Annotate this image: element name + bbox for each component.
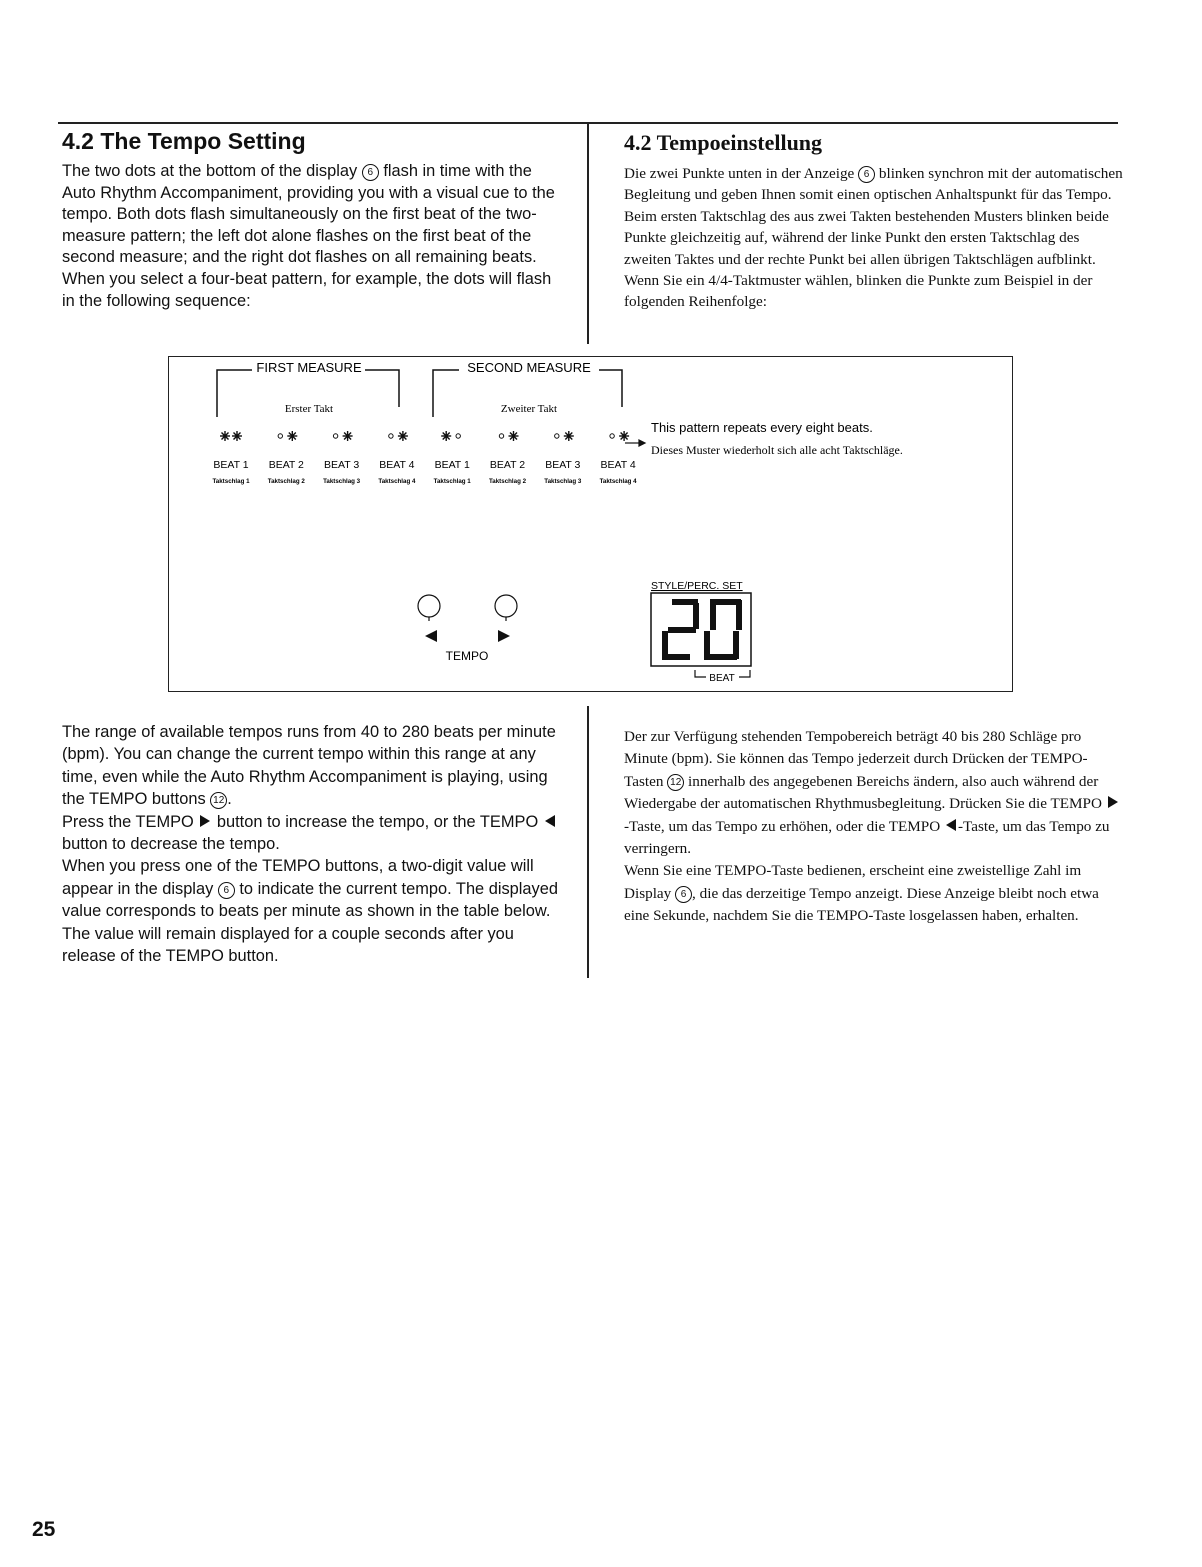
right-dot-flash-icon — [619, 431, 629, 441]
left-dot-off-icon — [333, 434, 337, 438]
display-label: STYLE/PERC. SET — [651, 580, 743, 592]
play-left-icon — [946, 819, 956, 831]
repeat-note-de: Dieses Muster wiederholt sich alle acht Taktschläge. — [651, 443, 903, 457]
tempo-label: TEMPO — [445, 649, 489, 663]
beat-sequence — [212, 431, 637, 485]
english-range-paragraph-2: Press the TEMPO button to increase the tempo, or the TEMPO button to decrease the tempo. — [62, 811, 562, 856]
german-section-title: 4.2 Tempoeinstellung — [624, 130, 823, 155]
column-divider-top — [587, 124, 589, 344]
display-reference-marker: 6 — [218, 882, 235, 899]
left-dot-flash-icon — [441, 431, 451, 441]
page-number: 25 — [32, 1518, 56, 1541]
left-tempo-led-icon — [418, 595, 440, 617]
beat-label-de: Taktschlag 1 — [212, 478, 250, 485]
german-range-paragraph-1: Der zur Verfügung stehenden Tempobereich beträgt 40 bis 280 Schläge pro Minute (bpm). Sie können das Tempo jederzeit durch Drücken der TEMPO-Tasten 12 innerhalb des angegebenen Bereichs ändern, also auch während der Wiedergabe der automatischen Rhythmusbegleitung. Drücken Sie die TEMPO -Taste, um das Tempo zu erhöhen, oder die TEMPO -Taste, um das Tempo zu verringern. — [624, 726, 1124, 860]
display-reference-marker: 6 — [362, 164, 379, 181]
first-measure-label: FIRST MEASURE — [256, 360, 362, 375]
beat-label: BEAT 4 — [379, 459, 415, 471]
german-intro-paragraph-1: Die zwei Punkte unten in der Anzeige 6 blinken synchron mit der automatischen Begleitung und geben Ihnen somit einen optischen Anhaltspunkt für das Tempo. Beim ersten Taktschlag des aus zwei Takten bestehenden Musters blinken beide Punkte gleichzeitig auf, während der linke Punkt den ersten Taktschlag des zweiten Taktes und der rechte Punkt bei allen übrigen Taktschlägen aufblinkt. — [624, 165, 1123, 268]
right-tempo-led-icon — [495, 595, 517, 617]
german-intro — [624, 163, 1124, 313]
beat-label: BEAT 1 — [213, 459, 249, 471]
english-intro-paragraph-2: When you select a four-beat pattern, for example, the dots will flash in the following sequence: — [62, 269, 552, 310]
left-dot-flash-icon — [220, 431, 230, 441]
beat-label: BEAT 1 — [434, 459, 470, 471]
display-reference-marker: 6 — [858, 166, 875, 183]
left-dot-off-icon — [555, 434, 559, 438]
play-right-icon — [200, 815, 210, 827]
right-dot-flash-icon — [564, 431, 574, 441]
beat-label: BEAT 3 — [323, 459, 360, 471]
column-divider-bottom — [587, 706, 589, 978]
right-dot-flash-icon — [398, 431, 408, 441]
display-value: 20 — [700, 657, 702, 658]
beat-label-de: Taktschlag 2 — [488, 478, 527, 485]
right-dot-flash-icon — [509, 431, 519, 441]
english-intro-paragraph-1: The two dots at the bottom of the display 6 flash in time with the Auto Rhythm Accompaniment, providing you with a visual cue to the tempo. Both dots flash simultaneously on the first beat of the two-measure pattern; the left dot alone flashes on the first beat of the second measure; and the right dot flashes on all remaining beats. — [62, 162, 555, 267]
tempo-down-button[interactable] — [425, 630, 437, 642]
english-intro — [62, 161, 562, 312]
tempo-up-button[interactable] — [498, 630, 510, 642]
play-right-icon — [1108, 796, 1118, 808]
beat-label-de: Taktschlag 2 — [267, 478, 305, 485]
second-measure-label: SECOND MEASURE — [467, 360, 591, 375]
german-range-section — [624, 726, 1124, 928]
english-section-title: 4.2 The Tempo Setting — [62, 128, 306, 154]
right-dot-flash-icon — [232, 431, 242, 441]
beat-label: BEAT 4 — [600, 459, 636, 471]
beat-label: BEAT 2 — [268, 459, 304, 471]
english-range-section — [62, 721, 562, 967]
right-dot-flash-icon — [343, 431, 353, 441]
display-reference-marker: 6 — [675, 886, 692, 903]
left-dot-off-icon — [389, 434, 393, 438]
left-dot-off-icon — [499, 434, 503, 438]
german-intro-paragraph-2: Wenn Sie ein 4/4-Taktmuster wählen, blinken die Punkte zum Beispiel in der folgenden Reihenfolge: — [624, 272, 1093, 311]
tempo-reference-marker: 12 — [210, 792, 227, 809]
repeat-note: This pattern repeats every eight beats. — [651, 420, 873, 435]
repeat-arrow-icon — [625, 440, 645, 446]
english-range-paragraph-1: The range of available tempos runs from 40 to 280 beats per minute (bpm). You can change the current tempo within this range at any time, even while the Auto Rhythm Accompaniment is playing, using the TEMPO buttons 12 . — [62, 723, 556, 809]
beat-label-de: Taktschlag 4 — [599, 478, 637, 485]
tempo-reference-marker: 12 — [667, 774, 684, 791]
first-measure-label-de: Erster Takt — [284, 403, 334, 415]
beat-label: BEAT 3 — [545, 459, 581, 471]
second-measure-label-de: Zweiter Takt — [500, 403, 558, 415]
beat-label-de: Taktschlag 4 — [378, 478, 416, 485]
tempo-figure-drawing — [169, 357, 1014, 693]
left-dot-off-icon — [610, 434, 614, 438]
german-range-paragraph-2: Wenn Sie eine TEMPO-Taste bedienen, erscheint eine zweistellige Zahl im Display 6 , die das derzeitige Tempo anzeigt. Diese Anzeige bleibt noch etwa eine Sekunde, nachdem Sie die TEMPO-Taste losgelassen haben, erhalten. — [624, 862, 1099, 925]
display-digits — [662, 599, 742, 660]
beat-label: BEAT 2 — [489, 459, 526, 471]
beat-label-de: Taktschlag 3 — [544, 478, 582, 485]
right-dot-flash-icon — [287, 431, 297, 441]
beat-label-de: Taktschlag 1 — [433, 478, 471, 485]
english-range-paragraph-3: When you press one of the TEMPO buttons, a two-digit value will appear in the display 6 to indicate the current tempo. The displayed value corresponds to beats per minute as shown in the table below. The value will remain displayed for a couple seconds after you release of the TEMPO button. — [62, 857, 558, 966]
right-dot-off-icon — [456, 434, 460, 438]
beat-label-de: Taktschlag 3 — [323, 478, 361, 485]
play-left-icon — [545, 815, 555, 827]
tempo-figure — [168, 356, 1013, 692]
beat-label: BEAT — [709, 673, 735, 684]
left-dot-off-icon — [278, 434, 282, 438]
